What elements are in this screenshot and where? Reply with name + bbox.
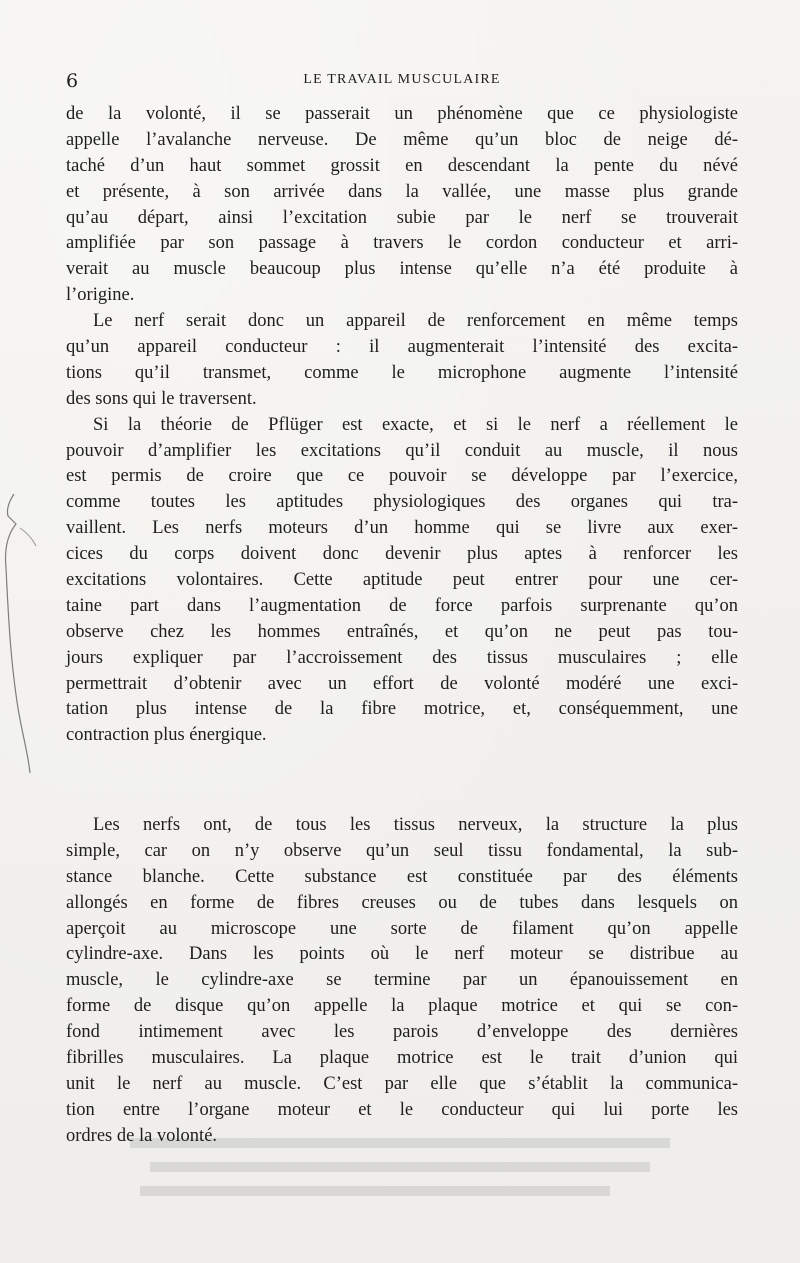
text-line: ordres de la volonté. — [66, 1125, 218, 1146]
text-line: allongés en forme de fibres creuses ou de tubes dans lesquels on — [66, 892, 738, 913]
text-line: cices du corps doivent donc devenir plus aptes à renforcer les — [66, 544, 738, 565]
text-line: des sons qui le traversent. — [66, 388, 257, 409]
text-line: de la volonté, il se passerait un phénomène que ce physiologiste — [66, 104, 738, 124]
text-line: Le nerf serait donc un appareil de renforcement en même temps — [93, 311, 738, 332]
text-line: cylindre-axe. Dans les points où le nerf moteur se distribue au — [66, 944, 738, 965]
text-line: stance blanche. Cette substance est constituée par des éléments — [66, 866, 738, 887]
text-line: tions qu’il transmet, comme le microphone augmente l’intensité — [66, 362, 738, 383]
text-block-upper — [66, 102, 738, 749]
text-line: muscle, le cylindre-axe se termine par un épanouissement en — [66, 970, 738, 991]
pencil-margin-mark — [0, 488, 40, 778]
text-line: permettrait d’obtenir avec un effort de volonté modéré une exci- — [66, 673, 738, 694]
paragraph-avalanche — [66, 102, 738, 309]
text-line: tion entre l’organe moteur et le conducteur qui lui porte les — [66, 1099, 738, 1120]
text-line: l’origine. — [66, 285, 135, 306]
text-line: excitations volontaires. Cette aptitude peut entrer pour une cer- — [66, 570, 738, 591]
text-line: Si la théorie de Pflüger est exacte, et si le nerf a réellement le — [93, 414, 738, 435]
text-line: comme toutes les aptitudes physiologiques des organes qui tra- — [66, 492, 738, 513]
text-line: observe chez les hommes entraînés, et qu’on ne peut pas tou- — [66, 621, 738, 642]
text-line: verait au muscle beaucoup plus intense qu’elle n’a été produite à — [66, 259, 738, 280]
text-line: amplifiée par son passage à travers le cordon conducteur et arri- — [66, 233, 738, 254]
text-line: et présente, à son arrivée dans la vallée, une masse plus grande — [66, 181, 738, 202]
text-line: unit le nerf au muscle. C’est par elle que s’établit la communica- — [66, 1073, 738, 1094]
bleed-through-shadow — [120, 1128, 680, 1208]
text-line: vaillent. Les nerfs moteurs d’un homme qui se livre aux exer- — [66, 518, 738, 539]
text-block-lower — [66, 813, 738, 1150]
text-line: pouvoir d’amplifier les excitations qu’il conduit au muscle, il nous — [66, 440, 738, 461]
text-line: qu’un appareil conducteur : il augmenterait l’intensité des excita- — [66, 337, 738, 358]
text-line: qu’au départ, ainsi l’excitation subie par le nerf se trouverait — [66, 207, 738, 228]
page-number: 6 — [66, 70, 79, 92]
text-line: taché d’un haut sommet grossit en descendant la pente du névé — [66, 155, 738, 176]
text-line: jours expliquer par l’accroissement des tissus musculaires ; elle — [66, 647, 738, 668]
text-line: aperçoit au microscope une sorte de filament qu’on appelle — [66, 918, 738, 939]
text-line: simple, car on n’y observe qu’un seul tissu fondamental, la sub- — [66, 840, 738, 861]
text-line: appelle l’avalanche nerveuse. De même qu’un bloc de neige dé- — [66, 129, 738, 150]
text-line: taine part dans l’augmentation de force parfois surprenante qu’on — [66, 595, 738, 616]
text-line: contraction plus énergique. — [66, 725, 267, 746]
text-line: fibrilles musculaires. La plaque motrice est le trait d’union qui — [66, 1048, 738, 1069]
page-header — [66, 70, 738, 92]
text-line: forme de disque qu’on appelle la plaque motrice et qui se con- — [66, 996, 738, 1017]
text-line: tation plus intense de la fibre motrice, et, conséquemment, une — [66, 699, 738, 720]
paragraph-nerfs-structure — [66, 813, 738, 1150]
text-line: Les nerfs ont, de tous les tissus nerveux, la structure la plus — [93, 815, 738, 835]
paragraph-renforcement — [66, 309, 738, 413]
text-line: fond intimement avec les parois d’enveloppe des dernières — [66, 1022, 738, 1043]
running-head: LE TRAVAIL MUSCULAIRE — [303, 72, 501, 87]
paragraph-pfluger — [66, 413, 738, 750]
text-line: est permis de croire que ce pouvoir se développe par l’exercice, — [66, 466, 738, 487]
